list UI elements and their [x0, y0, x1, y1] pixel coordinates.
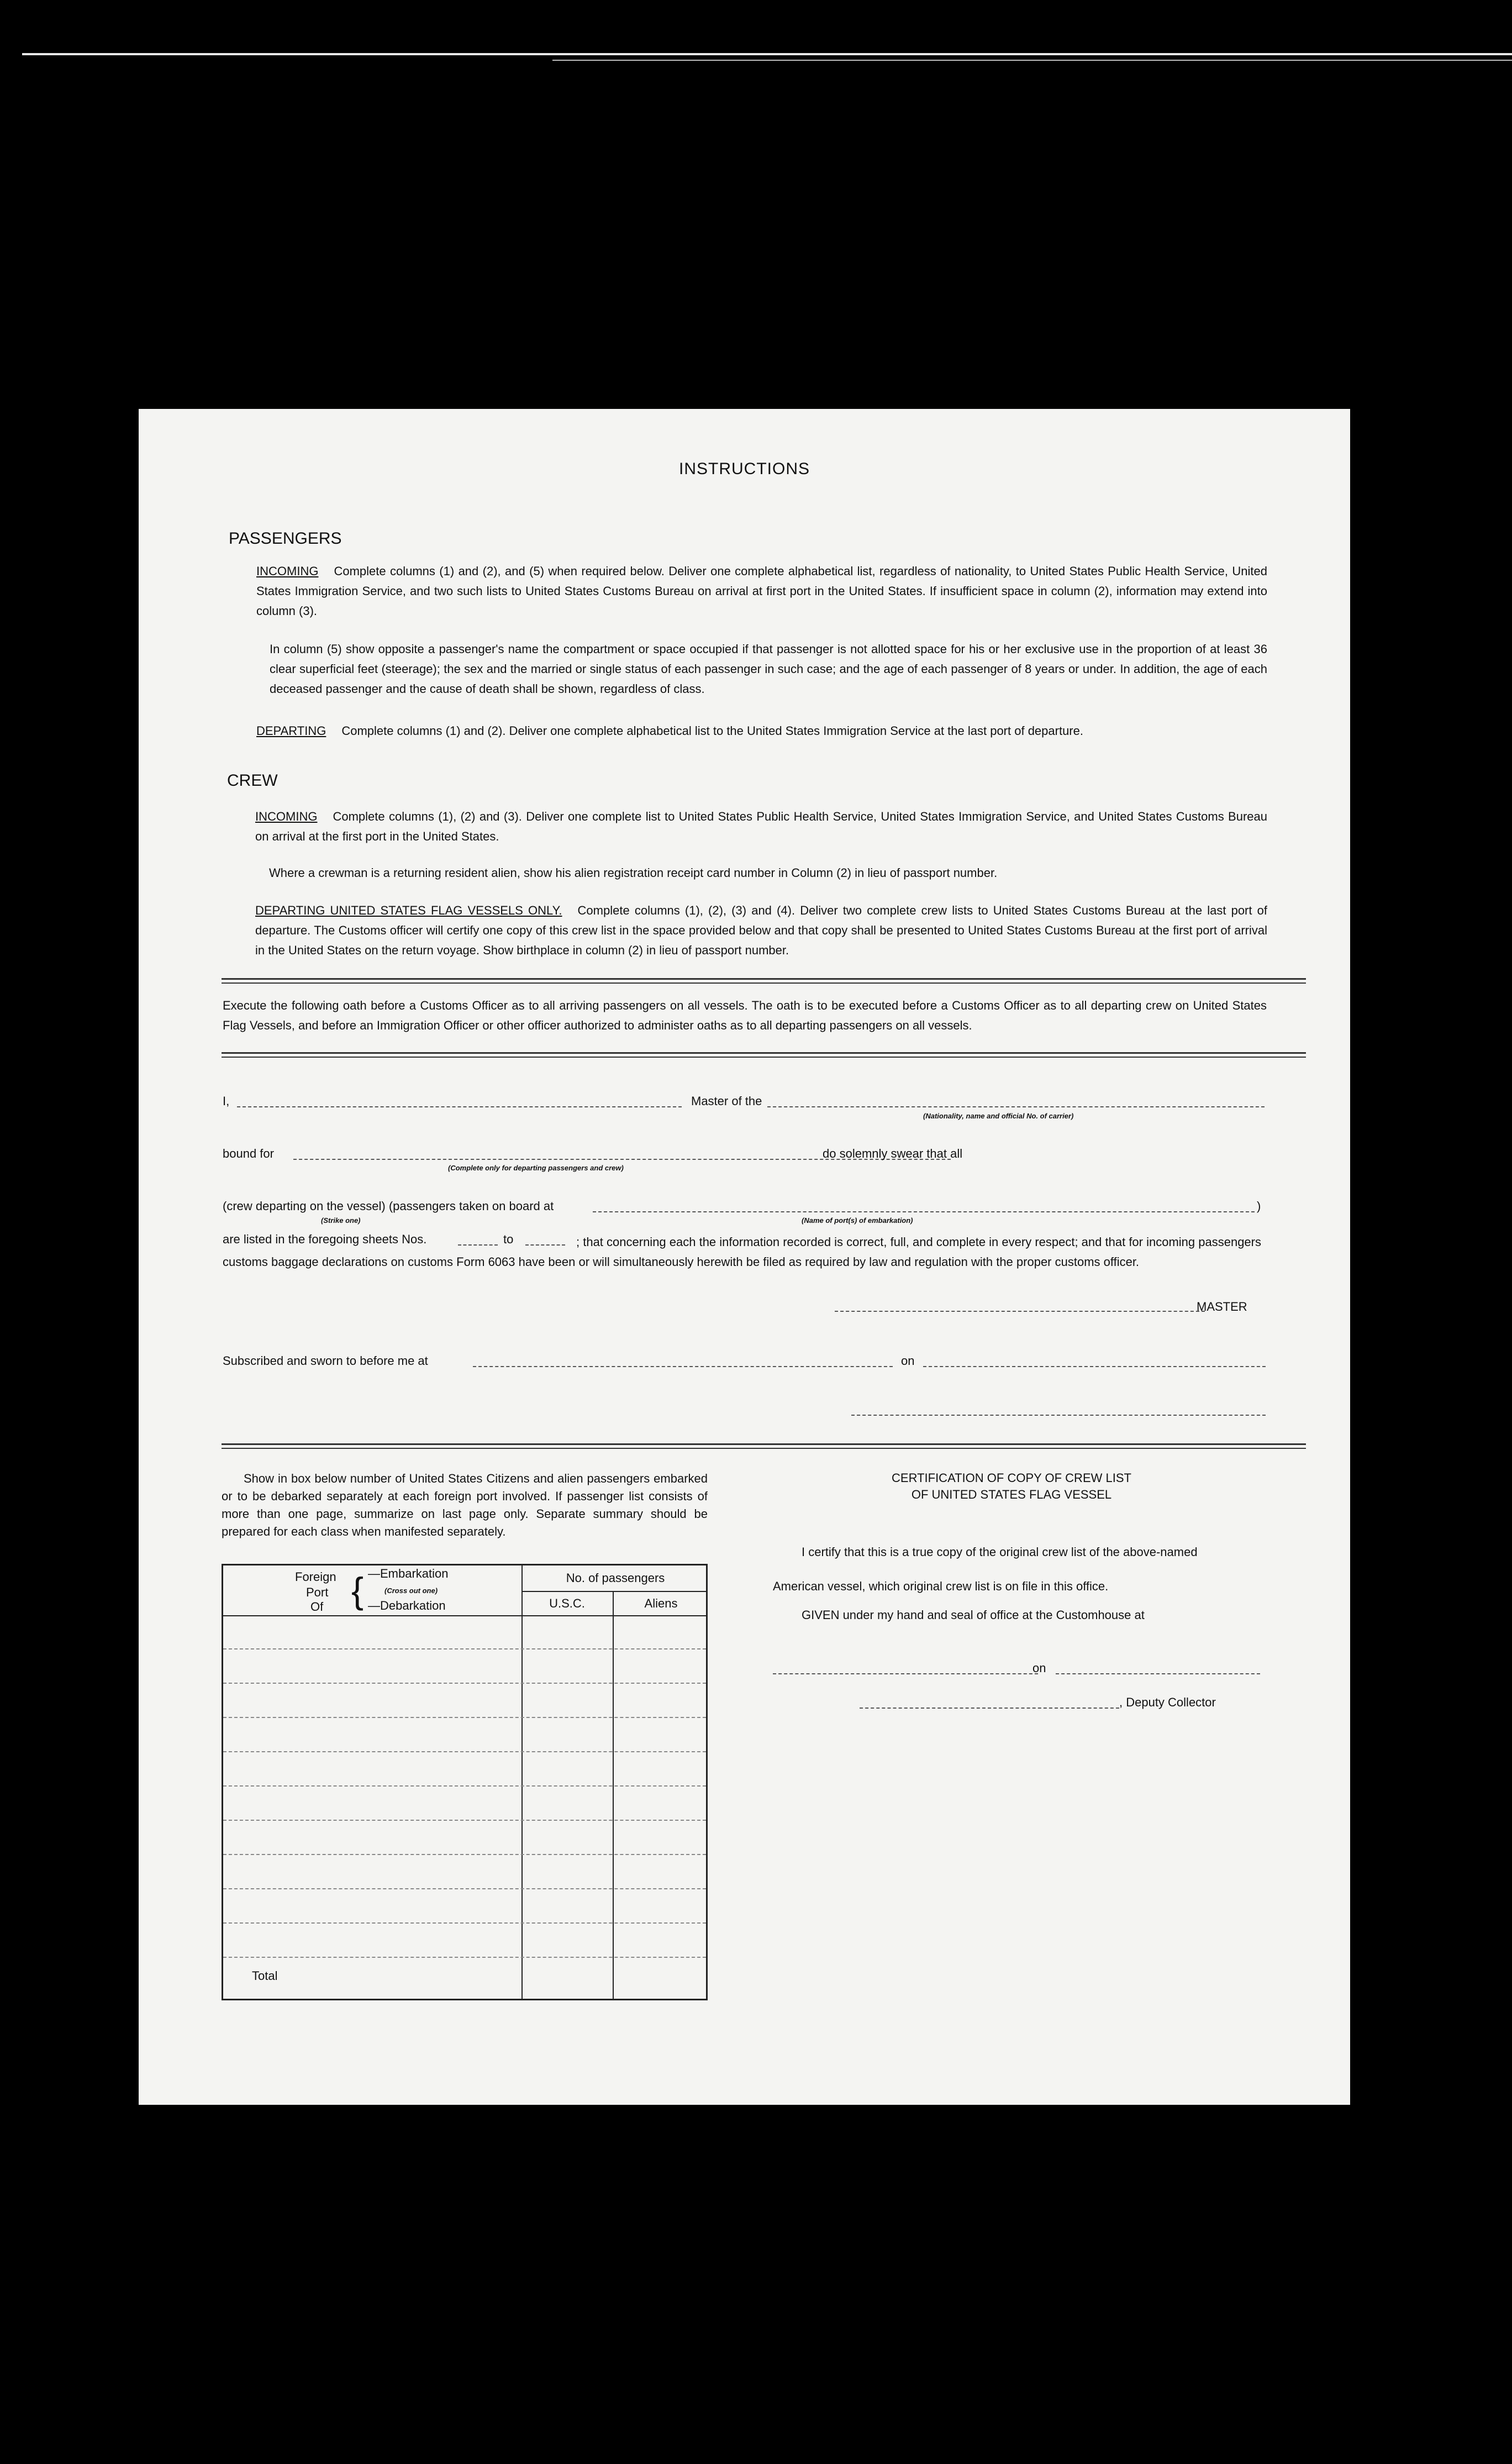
- crew-incoming-text: Complete columns (1), (2) and (3). Deliver one complete list to United States Public Health Service, United States Immigration Service, and United States Customs Bureau on arrival at the first port in the United States.: [255, 810, 1267, 843]
- embarkation-ports-field[interactable]: [593, 1211, 1255, 1212]
- crew-departing-text: Complete columns (1), (2), (3) and (4). Deliver two complete crew lists to United States Customs Bureau at the last port of departure. The Customs officer will certify one copy of this crew list in the space provided below and that copy shall be presented to United States Customs Bureau at the first port of arrival in the United States on the return voyage. Show birthplace in column (2) in lieu of passport number.: [255, 903, 1267, 957]
- crew-passengers-text: (crew departing on the vessel) (passengers taken on board at: [223, 1199, 554, 1213]
- bound-note: (Complete only for departing passengers and crew): [448, 1164, 624, 1172]
- summary-box: [222, 1564, 708, 2000]
- sub-header-line: [521, 1591, 706, 1592]
- debarkation-label: —Debarkation: [368, 1599, 446, 1612]
- divider-1b: [222, 983, 1306, 984]
- scan-edge-line: [22, 53, 1512, 55]
- passengers-column5: In column (5) show opposite a passenger's name the compartment or space occupied if that passenger is not allotted space for his or her exclusive use in the proportion of at least 36 clear superficial feet (steerage); the sex and the married or single status of each passenger in such case; and the age of each passenger of 8 years or under. In addition, the age of each deceased passenger and the cause of death shall be shown, regardless of class.: [270, 642, 1267, 696]
- subscribed-text: Subscribed and sworn to before me at: [223, 1354, 428, 1368]
- summary-intro: Show in box below number of United States Citizens and alien passengers embarked or to be debarked separately at each foreign port involved. If passenger list consists of more than one page, summarize on last page only. Separate summary should be prepared for each class when manifested separately.: [222, 1472, 708, 1538]
- sworn-on-label: on: [901, 1354, 915, 1368]
- table-row[interactable]: [223, 1717, 706, 1718]
- sworn-location-field[interactable]: [473, 1366, 893, 1367]
- vessel-field[interactable]: [767, 1106, 1265, 1107]
- bound-for-label: bound for: [223, 1147, 274, 1160]
- cert-date-field[interactable]: [1056, 1673, 1260, 1674]
- table-row[interactable]: [223, 1751, 706, 1752]
- passengers-departing: [256, 721, 1267, 741]
- embarkation-label: —Embarkation: [368, 1567, 449, 1580]
- table-row[interactable]: [223, 1648, 706, 1649]
- no-passengers-label: No. of passengers: [566, 1571, 665, 1585]
- cert-deputy: , Deputy Collector: [1119, 1695, 1216, 1709]
- table-row[interactable]: [223, 1922, 706, 1924]
- cert-certify: I certify that this is a true copy of the original crew list of the above-named: [802, 1545, 1198, 1559]
- table-row[interactable]: [223, 1957, 706, 1958]
- cross-out-note: (Cross out one): [384, 1586, 438, 1595]
- passengers-incoming-text: Complete columns (1) and (2), and (5) when required below. Deliver one complete alphabetical list, regardless of nationality, to United States Public Health Service, United States Immigration Service, and two such lists to United States Customs Bureau on arrival at first port in the United States. If insufficient space in column (2), information may extend into column (3).: [256, 564, 1267, 618]
- nationality-note: (Nationality, name and official No. of carrier): [923, 1112, 1074, 1120]
- page-title: INSTRUCTIONS: [679, 460, 810, 478]
- col-divider-1: [521, 1565, 523, 1999]
- crew-heading: CREW: [227, 771, 278, 790]
- passengers-departing-label: DEPARTING: [256, 724, 326, 738]
- port-label: Port: [306, 1585, 329, 1599]
- master-name-field[interactable]: [237, 1106, 682, 1107]
- passengers-departing-text: Complete columns (1) and (2). Deliver one complete alphabetical list to the United States Immigration Service at the last port of departure.: [341, 724, 1083, 738]
- officer-signature-field[interactable]: [851, 1415, 1266, 1416]
- brace: {: [351, 1570, 364, 1611]
- passengers-incoming-label: INCOMING: [256, 564, 319, 578]
- deputy-signature-field[interactable]: [860, 1708, 1119, 1709]
- oath-instruction: Execute the following oath before a Customs Officer as to all arriving passengers on all vessels. The oath is to be executed before a Customs Officer as to all departing crew on United States Flag Vessels, and before an Immigration Officer or other officer authorized to administer oaths as to all departing passengers on all vessels.: [223, 999, 1267, 1032]
- divider-1: [222, 978, 1306, 980]
- listed-rest-text: ; that concerning each the information recorded is correct, full, and complete in every respect; and that for incoming passengers customs baggage declarations on customs Form 6063 have been or will simultaneously herewith be filed as required by law and regulation with the proper customs officer.: [223, 1235, 1261, 1269]
- usc-label: U.S.C.: [549, 1596, 585, 1610]
- divider-2: [222, 1052, 1306, 1054]
- table-row[interactable]: [223, 1785, 706, 1787]
- cert-on: on: [1032, 1661, 1046, 1675]
- aliens-label: Aliens: [644, 1596, 678, 1610]
- master-of-the-label: Master of the: [691, 1094, 762, 1108]
- cert-title-2: OF UNITED STATES FLAG VESSEL: [911, 1488, 1112, 1501]
- swear-text: do solemnly swear that all: [823, 1147, 963, 1160]
- oath-i: I,: [223, 1094, 230, 1108]
- listed-text: are listed in the foregoing sheets Nos.: [223, 1232, 427, 1246]
- divider-3b: [222, 1448, 1306, 1449]
- of-label: Of: [310, 1600, 324, 1614]
- ports-note: (Name of port(s) of embarkation): [802, 1216, 913, 1225]
- table-row[interactable]: [223, 1683, 706, 1684]
- master-signature-field[interactable]: [835, 1311, 1205, 1312]
- table-row[interactable]: [223, 1820, 706, 1821]
- passengers-incoming: [256, 561, 1267, 621]
- crew-incoming-label: INCOMING: [255, 810, 318, 823]
- form-page: [139, 409, 1350, 2105]
- master-label: MASTER: [1197, 1300, 1247, 1314]
- col-divider-2: [613, 1592, 614, 1999]
- crew-departing: [255, 901, 1267, 960]
- cert-title-1: CERTIFICATION OF COPY OF CREW LIST: [892, 1471, 1131, 1485]
- sworn-date-field[interactable]: [923, 1366, 1266, 1367]
- to-text: to: [503, 1232, 514, 1246]
- foreign-label: Foreign: [295, 1570, 336, 1584]
- passengers-heading: PASSENGERS: [229, 529, 342, 548]
- divider-2b: [222, 1057, 1306, 1058]
- strike-note: (Strike one): [321, 1216, 361, 1225]
- cert-given: GIVEN under my hand and seal of office at the Customhouse at: [802, 1608, 1145, 1622]
- close-paren: ): [1257, 1199, 1261, 1213]
- crew-incoming: [255, 807, 1267, 847]
- table-row[interactable]: [223, 1854, 706, 1855]
- divider-3: [222, 1443, 1306, 1445]
- customhouse-field[interactable]: [773, 1673, 1038, 1674]
- scan-edge-line-2: [552, 60, 1512, 61]
- cert-american: American vessel, which original crew list is on file in this office.: [773, 1579, 1109, 1593]
- crew-resident: Where a crewman is a returning resident alien, show his alien registration receipt card number in Column (2) in lieu of passport number.: [269, 866, 998, 880]
- crew-departing-label: DEPARTING UNITED STATES FLAG VESSELS ONLY.: [255, 903, 562, 917]
- total-label: Total: [252, 1969, 278, 1983]
- table-row[interactable]: [223, 1888, 706, 1889]
